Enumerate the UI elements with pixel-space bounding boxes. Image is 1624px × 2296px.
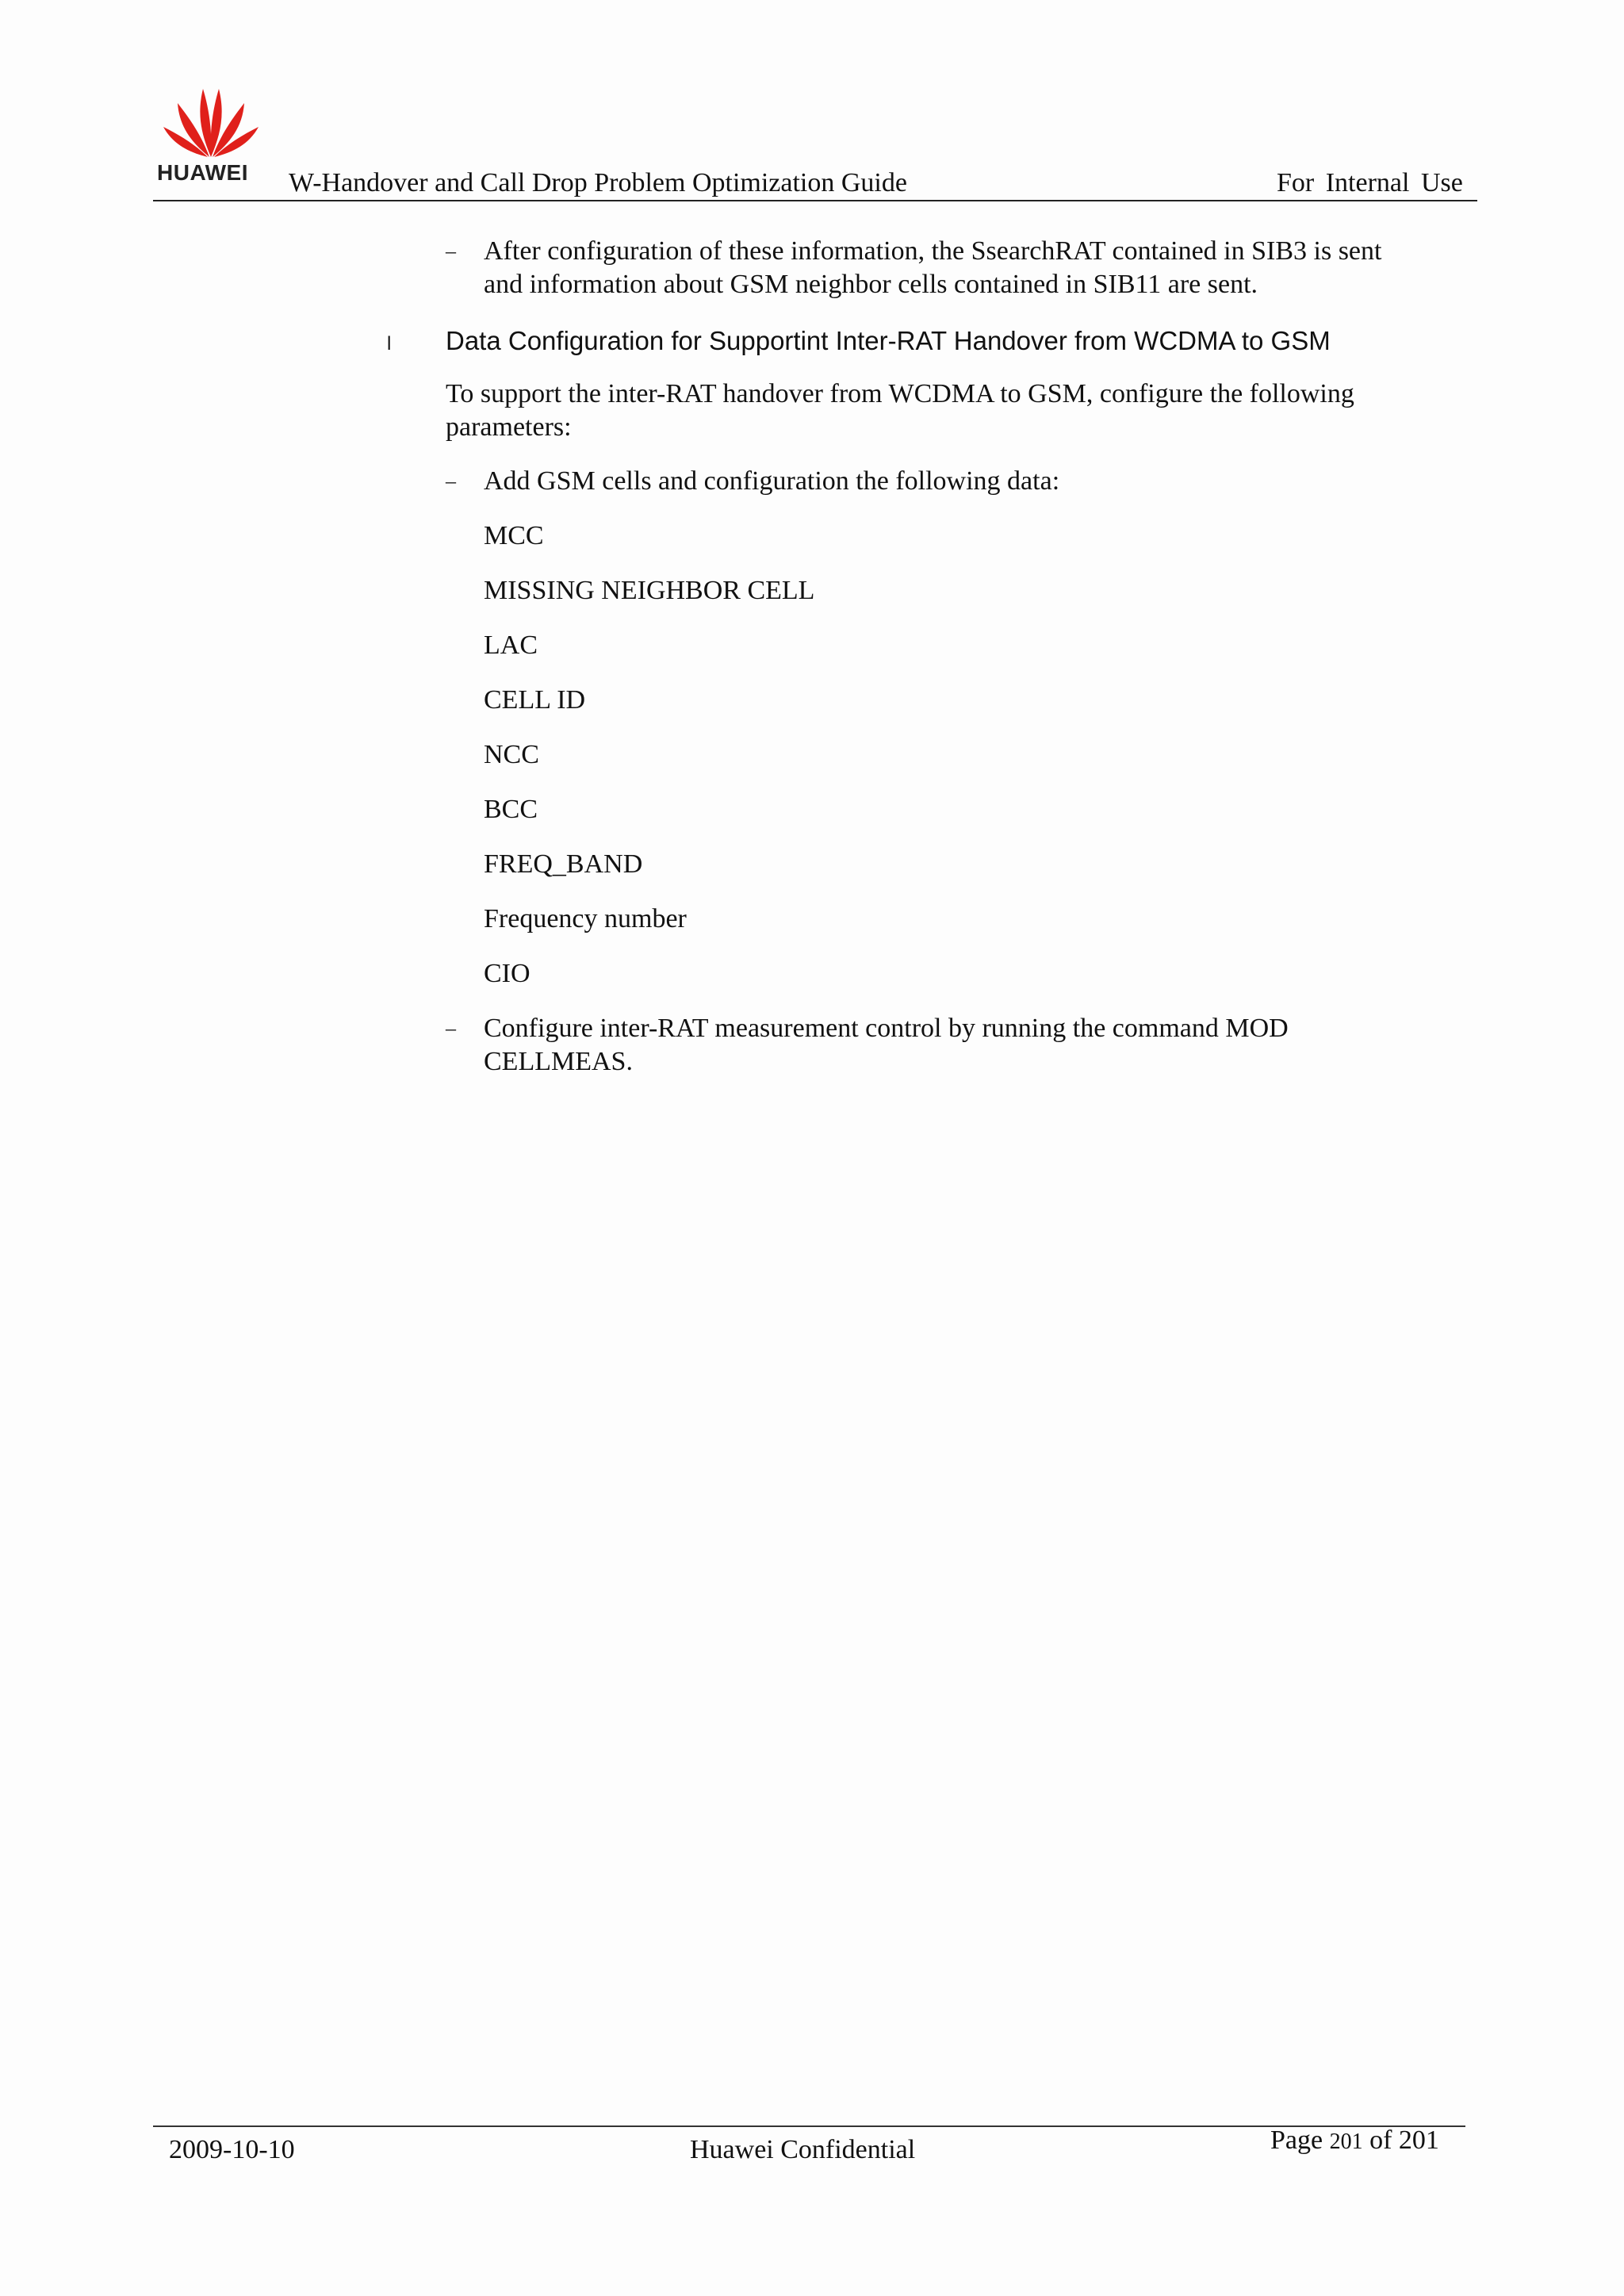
param-item: NCC [484, 740, 539, 769]
footer-confidential: Huawei Confidential [690, 2135, 916, 2164]
param-item: MISSING NEIGHBOR CELL [484, 576, 815, 605]
footer-date: 2009-10-10 [169, 2135, 295, 2164]
param-item: CIO [484, 959, 530, 988]
param-item: BCC [484, 795, 538, 824]
measurement-item-line-1: Configure inter-RAT measurement control by running the command MOD [484, 1014, 1289, 1043]
huawei-logo [157, 82, 265, 194]
section-heading: Data Configuration for Supportint Inter-RAT Handover from WCDMA to GSM [446, 326, 1331, 355]
intro-line-2: and information about GSM neighbor cells contained in SIB11 are sent. [484, 270, 1258, 299]
dash-marker: – [446, 240, 456, 263]
header-divider [153, 200, 1477, 201]
param-item: LAC [484, 631, 538, 660]
measurement-item-line-2: CELLMEAS. [484, 1047, 633, 1076]
page-number: 201 [1329, 2129, 1363, 2154]
param-item: CELL ID [484, 685, 586, 715]
document-title: W-Handover and Call Drop Problem Optimization Guide [289, 168, 907, 197]
param-item: Frequency number [484, 904, 687, 933]
dash-marker: – [446, 470, 456, 493]
add-cells-item: Add GSM cells and configuration the following data: [484, 466, 1060, 496]
footer-divider [153, 2125, 1465, 2127]
intro-line-1: After configuration of these information, the SsearchRAT contained in SIB3 is sent [484, 236, 1382, 266]
param-item: MCC [484, 521, 544, 550]
usage-label: For Internal Use [1277, 168, 1463, 197]
page-prefix: Page [1270, 2125, 1323, 2155]
section-paragraph-line-2: parameters: [446, 412, 572, 442]
logo-wordmark: HUAWEI [157, 160, 248, 185]
param-item: FREQ_BAND [484, 849, 643, 879]
section-bullet: l [387, 333, 392, 355]
page-suffix: of 201 [1369, 2125, 1439, 2155]
section-paragraph-line-1: To support the inter-RAT handover from WCDMA to GSM, configure the following [446, 379, 1354, 408]
dash-marker: – [446, 1017, 456, 1040]
footer-page-number [1270, 2125, 1439, 2156]
huawei-petal-icon [160, 82, 262, 159]
